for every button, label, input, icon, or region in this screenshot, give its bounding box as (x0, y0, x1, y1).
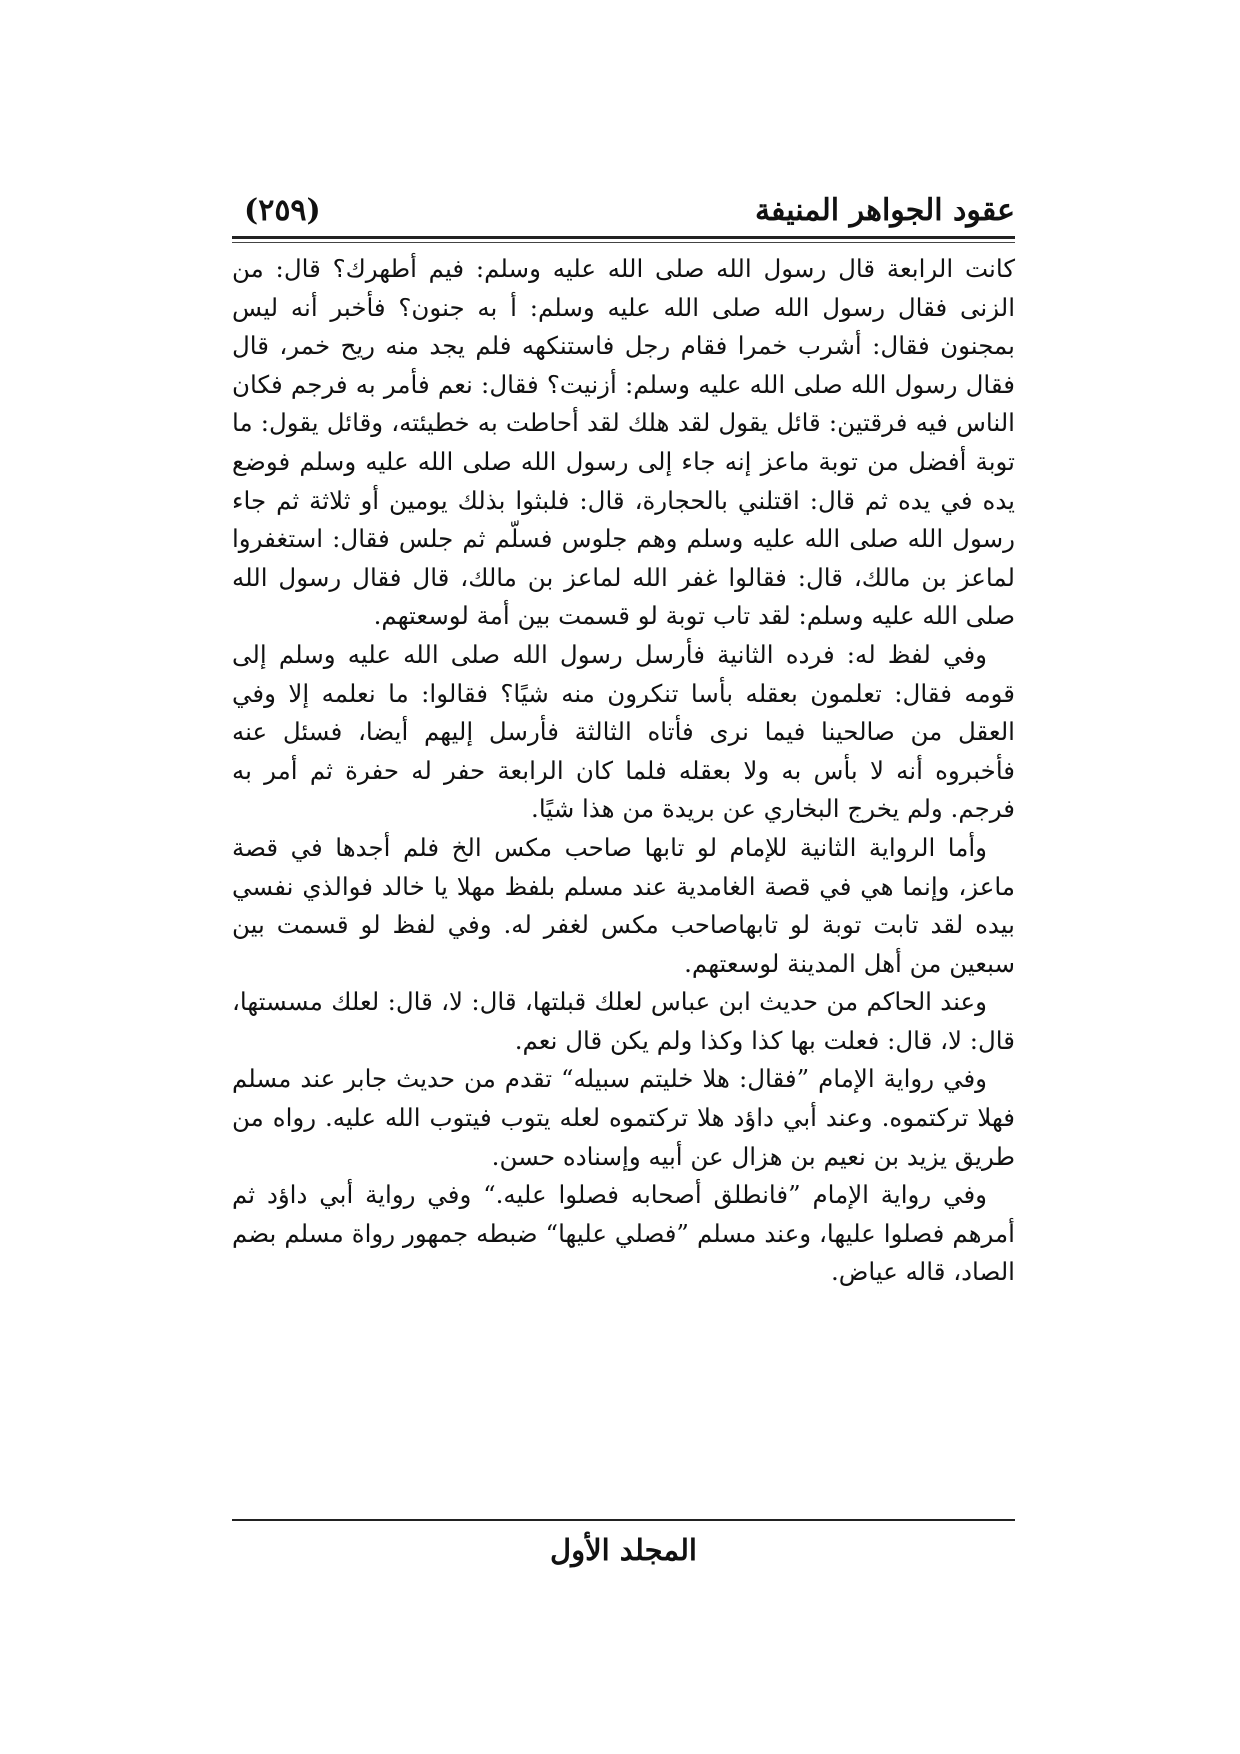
book-title: عقود الجواهر المنيفة (754, 193, 1015, 228)
paragraph-3: وأما الرواية الثانية للإمام لو تابها صاحب مكس الخ فلم أجدها في قصة ماعز، وإنما هي في قصة الغامدية عند مسلم بلفظ مهلا يا خالد فوالذي نفسي بيده لقد تابت توبة لو تابهاصاحب مكس لغفر له. وفي لفظ لو قسمت بين سبعين من أهل المدينة لوسعتهم. (232, 832, 1015, 978)
paragraph-2: وفي لفظ له: فرده الثانية فأرسل رسول الله صلى الله عليه وسلم إلى قومه فقال: تعلمون بعقله بأسا تنكرون منه شيًا؟ فقالوا: ما نعلمه إلا وفي العقل من صالحينا فيما نرى فأتاه الثالثة فأرسل إليهم أيضا، فسئل عنه فأخبروه أنه لا بأس به ولا بعقله فلما كان الرابعة حفر له حفرة ثم أمر به فرجم. ولم يخرج البخاري عن بريدة من هذا شيًا. (232, 639, 1015, 824)
paragraph-6: وفي رواية الإمام ”فانطلق أصحابه فصلوا عليه.“ وفي رواية أبي داؤد ثم أمرهم فصلوا عليها، وعند مسلم ”فصلي عليها“ ضبطه جمهور رواة مسلم بضم الصاد، قاله عياض. (232, 1180, 1015, 1287)
paragraph-1: كانت الرابعة قال رسول الله صلى الله عليه وسلم: فيم أطهرك؟ قال: من الزنى فقال رسول الله صلى الله عليه وسلم: أ به جنون؟ فأخبر أنه ليس بمجنون فقال: أشرب خمرا فقام رجل فاستنكهه فلم يجد منه ريح خمر، قال فقال رسول الله صلى الله عليه وسلم: أزنيت؟ فقال: نعم فأمر به فرجم فكان الناس فيه فرقتين: قائل يقول لقد هلك لقد أحاطت به خطيئته، وقائل يقول: ما توبة أفضل من توبة ماعز إنه جاء إلى رسول الله صلى الله عليه وسلم فوضع يده في يده ثم قال: اقتلني بالحجارة، قال: فلبثوا بذلك يومين أو ثلاثة ثم جاء رسول الله صلى الله عليه وسلم وهم جلوس فسلّم ثم جلس فقال: استغفروا لماعز بن مالك، قال: فقالوا غفر الله لماعز بن مالك، قال فقال رسول الله صلى الله عليه وسلم: لقد تاب توبة لو قسمت بين أمة لوسعتهم. (232, 254, 1015, 631)
header-rule-thin (232, 242, 1015, 243)
paragraph-4: وعند الحاكم من حديث ابن عباس لعلك قبلتها، قال: لا، قال: لعلك مسستها، قال: لا، قال: فعلت بها كذا وكذا ولم يكن قال نعم. (232, 987, 1015, 1055)
page-header (232, 186, 1015, 236)
footer-rule (232, 1519, 1015, 1521)
header-rule-thick (232, 236, 1015, 239)
volume-footer: المجلد الأول (550, 1533, 697, 1567)
body-text (232, 250, 1015, 1292)
paragraph-5: وفي رواية الإمام ”فقال: هلا خليتم سبيله“ تقدم من حديث جابر عند مسلم فهلا تركتموه. وعند أبي داؤد هلا تركتموه لعله يتوب فيتوب الله عليه. رواه من طريق يزيد بن نعيم بن هزال عن أبيه وإسناده حسن. (232, 1064, 1015, 1171)
page-number: (٢٥٩) (244, 193, 321, 228)
